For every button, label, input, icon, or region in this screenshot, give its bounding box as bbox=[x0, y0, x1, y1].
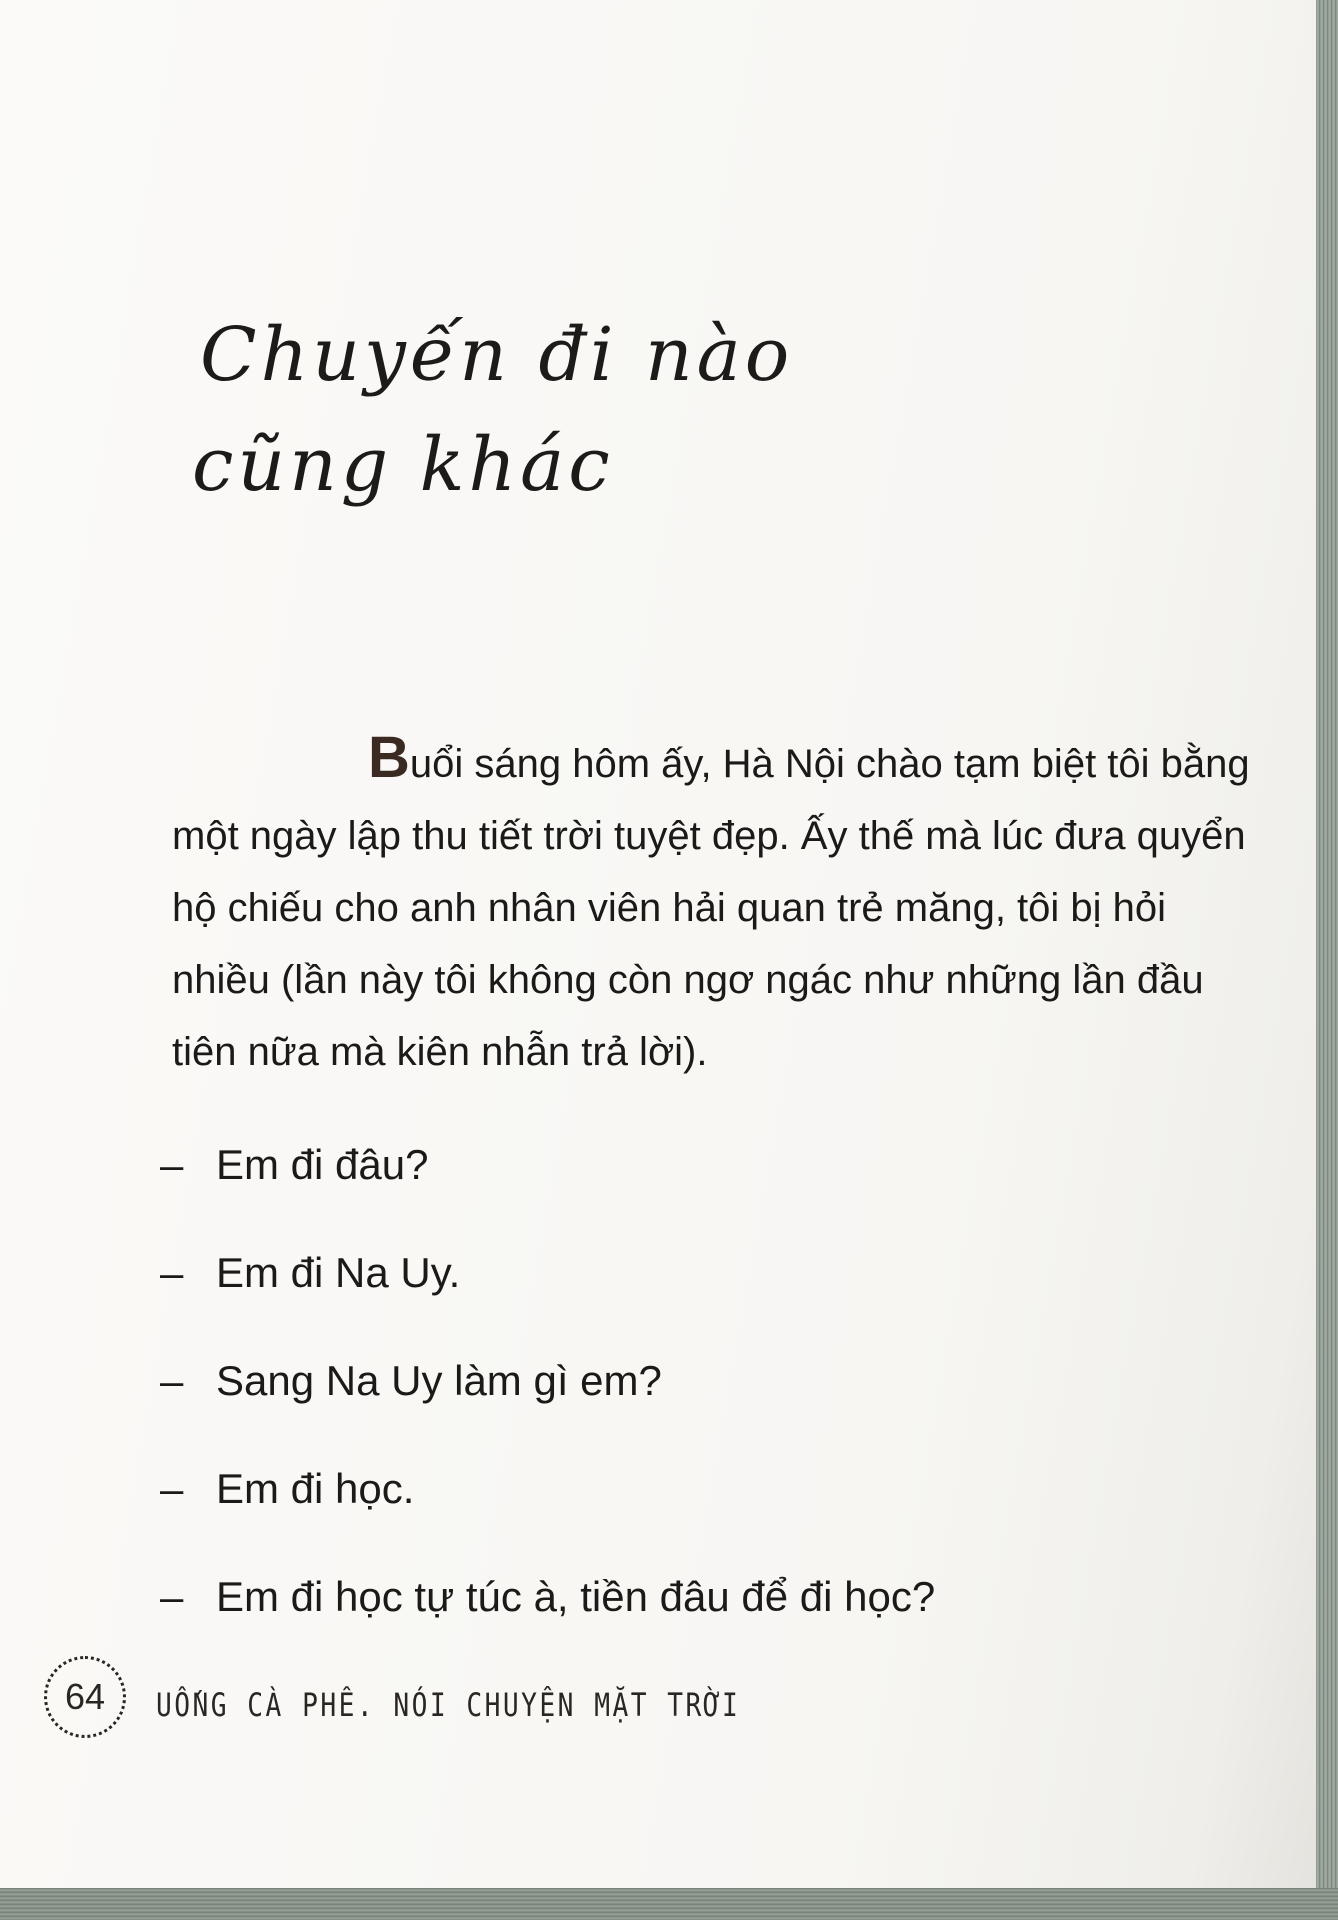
dialogue-text: Em đi đâu? bbox=[216, 1141, 429, 1188]
drop-cap: B bbox=[368, 725, 410, 790]
opening-paragraph bbox=[172, 722, 1272, 1088]
page-number: 64 bbox=[44, 1656, 126, 1738]
dialogue-text: Em đi học. bbox=[216, 1465, 415, 1512]
dialogue-dash: – bbox=[160, 1141, 184, 1188]
chapter-title-line-1: Chuyến đi nào bbox=[200, 312, 794, 398]
chapter-title-line-2: cũng khác bbox=[192, 422, 614, 508]
running-title: UỐNG CÀ PHÊ. NÓI CHUYỆN MẶT TRỜI bbox=[156, 1686, 741, 1724]
page-edge-bottom bbox=[0, 1888, 1338, 1920]
chapter-title bbox=[192, 300, 900, 520]
dialogue-line bbox=[160, 1562, 1260, 1670]
dialogue-dash: – bbox=[160, 1249, 184, 1296]
dialogue-dash: – bbox=[160, 1357, 184, 1404]
dialogue-line bbox=[160, 1346, 1260, 1454]
paragraph-text: uổi sáng hôm ấy, Hà Nội chào tạm biệt tôi bằng một ngày lập thu tiết trời tuyệt đẹp. Ấy thế mà lúc đưa quyển hộ chiếu cho anh nhân viên hải quan trẻ măng, tôi bị hỏi nhiều (lần này tôi không còn ngơ ngác như những lần đầu tiên nữa mà kiên nhẫn trả lời). bbox=[172, 742, 1250, 1074]
dialogue-line bbox=[160, 1238, 1260, 1346]
dialogue-text: Sang Na Uy làm gì em? bbox=[216, 1357, 662, 1404]
dialogue-dash: – bbox=[160, 1573, 184, 1620]
dialogue-text: Em đi học tự túc à, tiền đâu để đi học? bbox=[216, 1573, 936, 1620]
dialogue-text: Em đi Na Uy. bbox=[216, 1249, 461, 1296]
dialogue-list bbox=[160, 1130, 1260, 1670]
dialogue-line bbox=[160, 1130, 1260, 1238]
dialogue-line bbox=[160, 1454, 1260, 1562]
dialogue-dash: – bbox=[160, 1465, 184, 1512]
page-edge-right bbox=[1316, 0, 1338, 1920]
